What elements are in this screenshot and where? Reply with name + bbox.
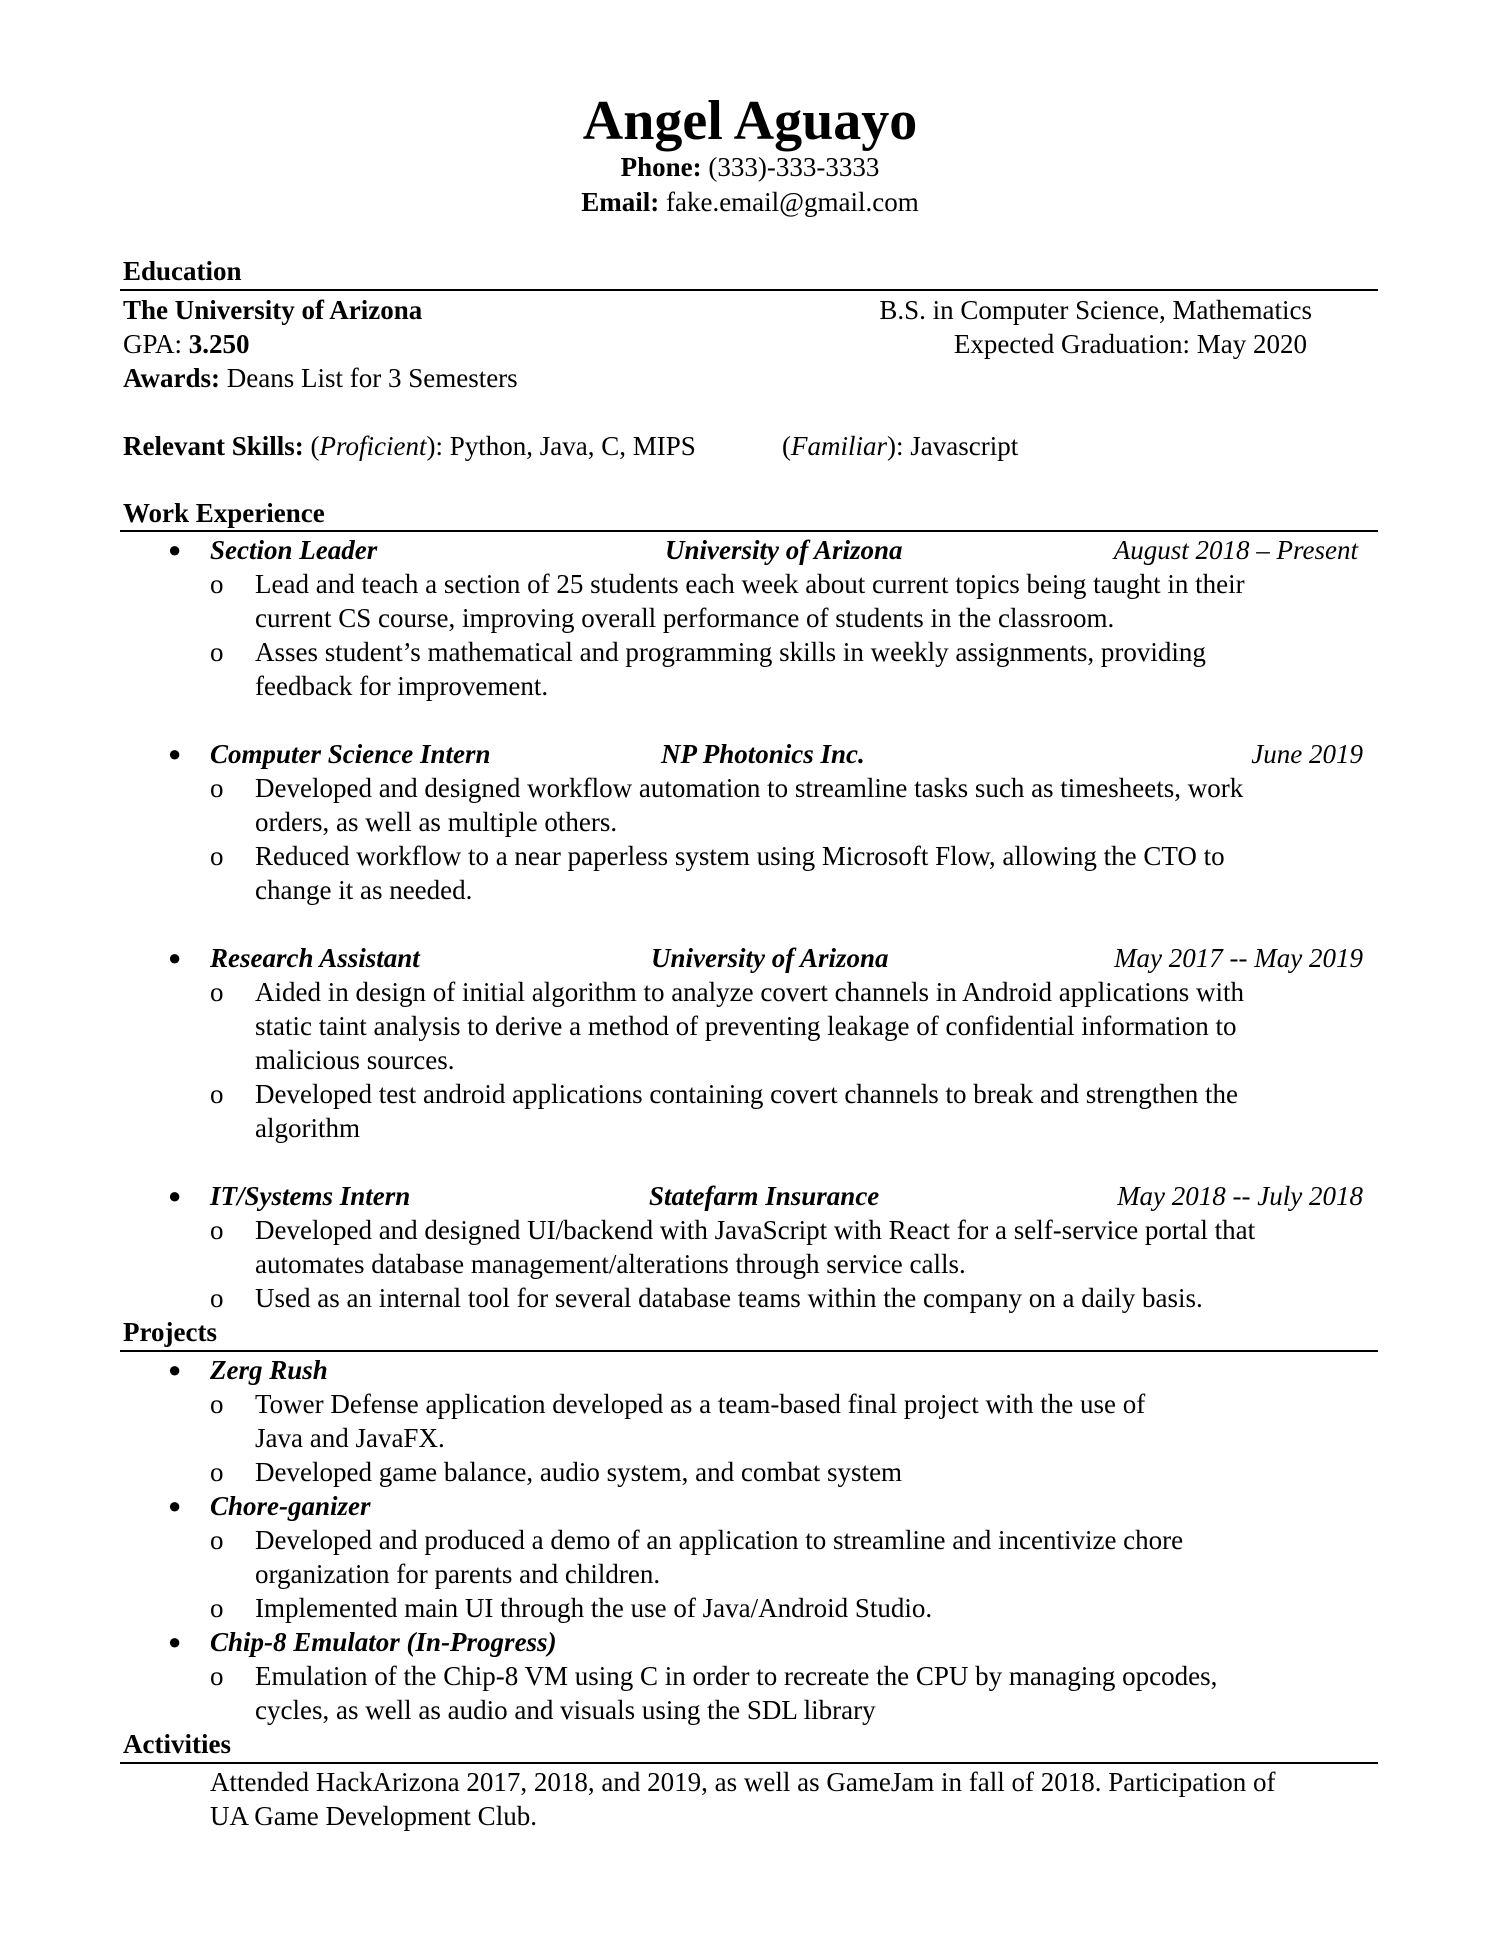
proficient-skills: Python, Java, C, MIPS bbox=[449, 431, 696, 461]
job-detail: automates database management/alterations through service calls. bbox=[255, 1249, 966, 1279]
phone-label: Phone: bbox=[620, 152, 702, 182]
phone-value: (333)-333-3333 bbox=[708, 152, 880, 182]
bullet-icon: ● bbox=[168, 1183, 182, 1208]
awards-label: Awards: bbox=[123, 363, 220, 393]
job-title: IT/Systems Intern bbox=[210, 1181, 411, 1211]
sub-bullet-icon: o bbox=[210, 773, 224, 803]
job-detail: Lead and teach a section of 25 students each week about current topics being taught in their bbox=[255, 569, 1245, 599]
activities-text: UA Game Development Club. bbox=[210, 1801, 537, 1831]
bullet-icon: ● bbox=[168, 945, 182, 970]
job-detail: static taint analysis to derive a method of preventing leakage of confidential information to bbox=[255, 1011, 1237, 1041]
job-detail: feedback for improvement. bbox=[255, 671, 549, 701]
graduation-date: Expected Graduation: May 2020 bbox=[953, 329, 1307, 359]
phone-line bbox=[0, 150, 1500, 184]
activities-heading: Activities bbox=[123, 1729, 231, 1759]
sub-bullet-icon: o bbox=[210, 1457, 224, 1487]
project-detail: Developed and produced a demo of an application to streamline and incentivize chore bbox=[255, 1525, 1184, 1555]
email-label: Email: bbox=[581, 187, 660, 217]
proficient-label: Proficient bbox=[319, 431, 427, 461]
project-detail: Developed game balance, audio system, and combat system bbox=[255, 1457, 903, 1487]
job-detail: malicious sources. bbox=[255, 1045, 455, 1075]
job-dates: May 2018 -- July 2018 bbox=[1117, 1181, 1363, 1211]
sub-bullet-icon: o bbox=[210, 637, 224, 667]
education-heading: Education bbox=[123, 256, 242, 286]
job-org: NP Photonics Inc. bbox=[661, 739, 865, 769]
job-detail: Aided in design of initial algorithm to analyze covert channels in Android applications with bbox=[255, 977, 1245, 1007]
job-title: Section Leader bbox=[210, 535, 378, 565]
sub-bullet-icon: o bbox=[210, 1283, 224, 1313]
job-detail: Developed and designed workflow automation to streamline tasks such as timesheets, work bbox=[255, 773, 1244, 803]
job-detail: Developed and designed UI/backend with JavaScript with React for a self-service portal that bbox=[255, 1215, 1256, 1245]
skills-label: Relevant Skills: bbox=[123, 431, 304, 461]
project-detail: organization for parents and children. bbox=[255, 1559, 661, 1589]
activities-text: Attended HackArizona 2017, 2018, and 2019, as well as GameJam in fall of 2018. Participation of bbox=[210, 1767, 1276, 1797]
work-heading: Work Experience bbox=[123, 498, 325, 528]
job-detail: change it as needed. bbox=[255, 875, 473, 905]
degree: B.S. in Computer Science, Mathematics bbox=[879, 295, 1312, 325]
sub-bullet-icon: o bbox=[210, 1525, 224, 1555]
projects-heading: Projects bbox=[123, 1317, 217, 1347]
project-title: Chore-ganizer bbox=[210, 1491, 371, 1521]
job-detail: orders, as well as multiple others. bbox=[255, 807, 618, 837]
job-detail: Developed test android applications containing covert channels to break and strengthen the bbox=[255, 1079, 1238, 1109]
sub-bullet-icon: o bbox=[210, 569, 224, 599]
sub-bullet-icon: o bbox=[210, 1661, 224, 1691]
job-detail: Used as an internal tool for several database teams within the company on a daily basis. bbox=[255, 1283, 1203, 1313]
job-dates: August 2018 – Present bbox=[1113, 535, 1358, 565]
skills-line: Relevant Skills: (Proficient): Python, Java, C, MIPS bbox=[123, 431, 696, 461]
bullet-icon: ● bbox=[168, 1357, 182, 1382]
job-detail: algorithm bbox=[255, 1113, 360, 1143]
activities-rule bbox=[120, 1762, 1378, 1764]
project-detail: Emulation of the Chip-8 VM using C in order to recreate the CPU by managing opcodes, bbox=[255, 1661, 1218, 1691]
job-detail: current CS course, improving overall performance of students in the classroom. bbox=[255, 603, 1115, 633]
gpa-value: 3.250 bbox=[188, 329, 250, 359]
project-detail: Java and JavaFX. bbox=[255, 1423, 445, 1453]
sub-bullet-icon: o bbox=[210, 1215, 224, 1245]
job-detail: Reduced workflow to a near paperless system using Microsoft Flow, allowing the CTO to bbox=[255, 841, 1225, 871]
job-dates: May 2017 -- May 2019 bbox=[1114, 943, 1363, 973]
bullet-icon: ● bbox=[168, 537, 182, 562]
project-title: Chip-8 Emulator (In-Progress) bbox=[210, 1627, 557, 1657]
sub-bullet-icon: o bbox=[210, 1389, 224, 1419]
job-title: Research Assistant bbox=[210, 943, 420, 973]
education-rule bbox=[120, 289, 1378, 291]
work-rule bbox=[120, 530, 1378, 532]
project-detail: Implemented main UI through the use of Java/Android Studio. bbox=[255, 1593, 933, 1623]
job-org: University of Arizona bbox=[651, 943, 889, 973]
awards-line bbox=[123, 361, 518, 395]
job-detail: Asses student’s mathematical and programming skills in weekly assignments, providing bbox=[255, 637, 1206, 667]
project-detail: Tower Defense application developed as a team-based final project with the use of bbox=[255, 1389, 1146, 1419]
project-detail: cycles, as well as audio and visuals using the SDL library bbox=[255, 1695, 876, 1725]
resume-name: Angel Aguayo bbox=[582, 90, 918, 152]
gpa-label: GPA: bbox=[123, 329, 183, 359]
sub-bullet-icon: o bbox=[210, 1593, 224, 1623]
job-org: University of Arizona bbox=[665, 535, 903, 565]
job-dates: June 2019 bbox=[1251, 739, 1363, 769]
job-org: Statefarm Insurance bbox=[649, 1181, 880, 1211]
school-name: The University of Arizona bbox=[123, 295, 423, 325]
project-title: Zerg Rush bbox=[210, 1355, 328, 1385]
job-title: Computer Science Intern bbox=[210, 739, 491, 769]
bullet-icon: ● bbox=[168, 741, 182, 766]
bullet-icon: ● bbox=[168, 1493, 182, 1518]
familiar-label: Familiar bbox=[791, 431, 888, 461]
gpa-line bbox=[123, 327, 250, 361]
sub-bullet-icon: o bbox=[210, 841, 224, 871]
sub-bullet-icon: o bbox=[210, 977, 224, 1007]
email-value: fake.email@gmail.com bbox=[665, 187, 919, 217]
projects-rule bbox=[120, 1350, 1378, 1352]
bullet-icon: ● bbox=[168, 1629, 182, 1654]
familiar-skills: Javascript bbox=[910, 431, 1019, 461]
email-line bbox=[0, 185, 1500, 219]
sub-bullet-icon: o bbox=[210, 1079, 224, 1109]
familiar-skills-line: (Familiar): Javascript bbox=[782, 431, 1019, 461]
awards-value: Deans List for 3 Semesters bbox=[226, 363, 518, 393]
